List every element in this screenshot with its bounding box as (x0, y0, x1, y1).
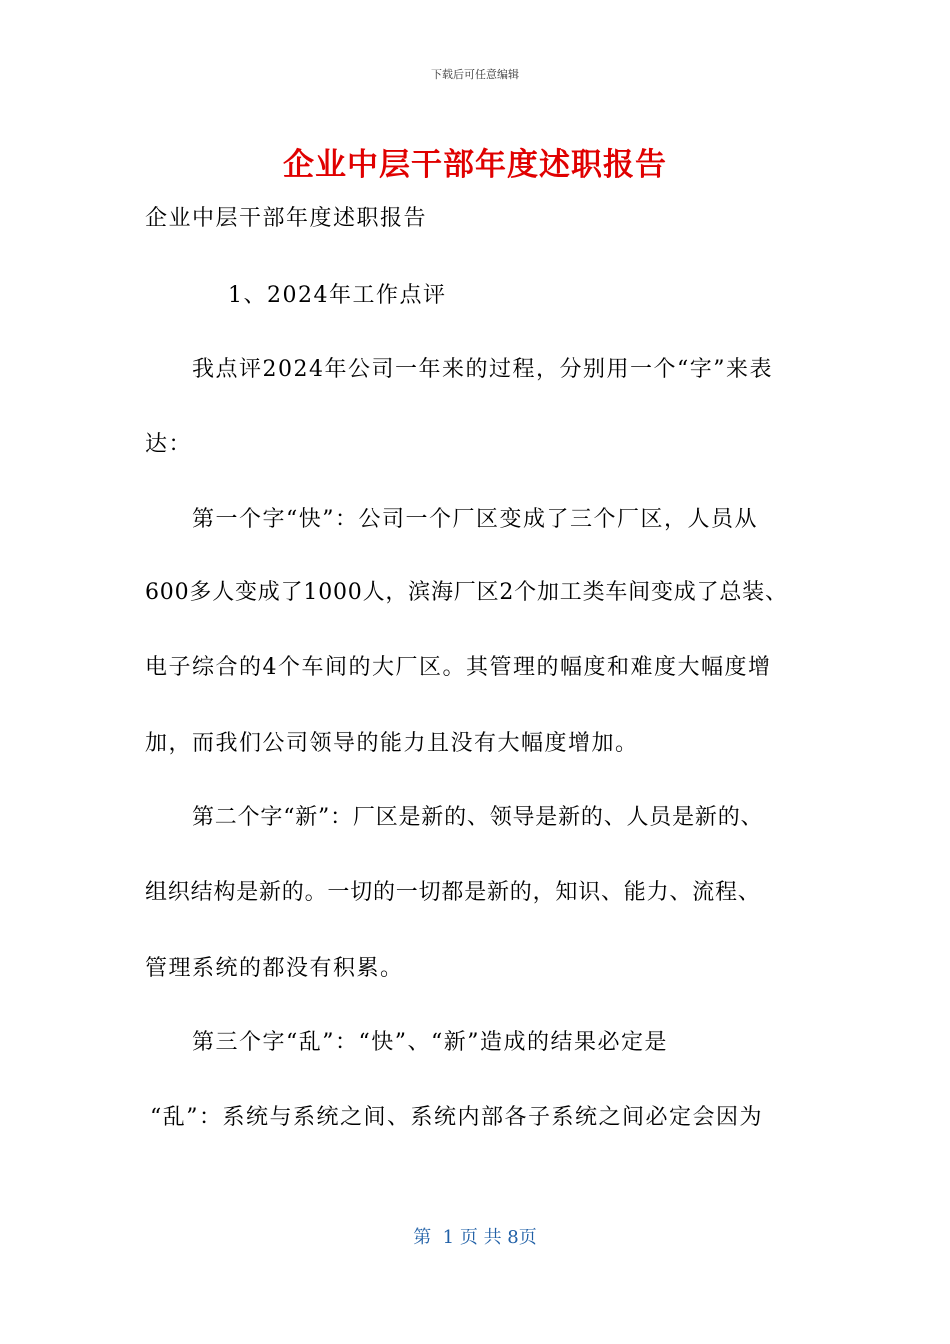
page-footer: 第 1 页 共 8页 (413, 1227, 537, 1248)
document-title: 企业中层干部年度述职报告 (283, 147, 667, 183)
body-line: “乱”：系统与系统之间、系统内部各子系统之间必定会因为 (150, 1105, 763, 1130)
header-note: 下载后可任意编辑 (431, 68, 519, 81)
body-line: 第三个字“乱”：“快”、“新”造成的结果必定是 (192, 1030, 668, 1055)
body-line: 企业中层干部年度述职报告 (145, 206, 428, 231)
body-line: 600多人变成了1000人，滨海厂区2个加工类车间变成了总装、 (145, 580, 788, 605)
body-line: 加，而我们公司领导的能力且没有大幅度增加。 (145, 731, 639, 756)
body-line: 组织结构是新的。一切的一切都是新的，知识、能力、流程、 (145, 880, 761, 905)
body-line: 第二个字“新”：厂区是新的、领导是新的、人员是新的、 (192, 805, 764, 830)
body-line: 1、2024年工作点评 (228, 283, 447, 308)
body-line: 管理系统的都没有积累。 (145, 956, 404, 981)
body-line: 电子综合的4个车间的大厂区。其管理的幅度和难度大幅度增 (145, 655, 772, 680)
body-line: 我点评2024年公司一年来的过程，分别用一个“字”来表 (192, 357, 773, 382)
body-line: 达： (145, 432, 193, 457)
body-line: 第一个字“快”：公司一个厂区变成了三个厂区，人员从 (192, 507, 758, 532)
